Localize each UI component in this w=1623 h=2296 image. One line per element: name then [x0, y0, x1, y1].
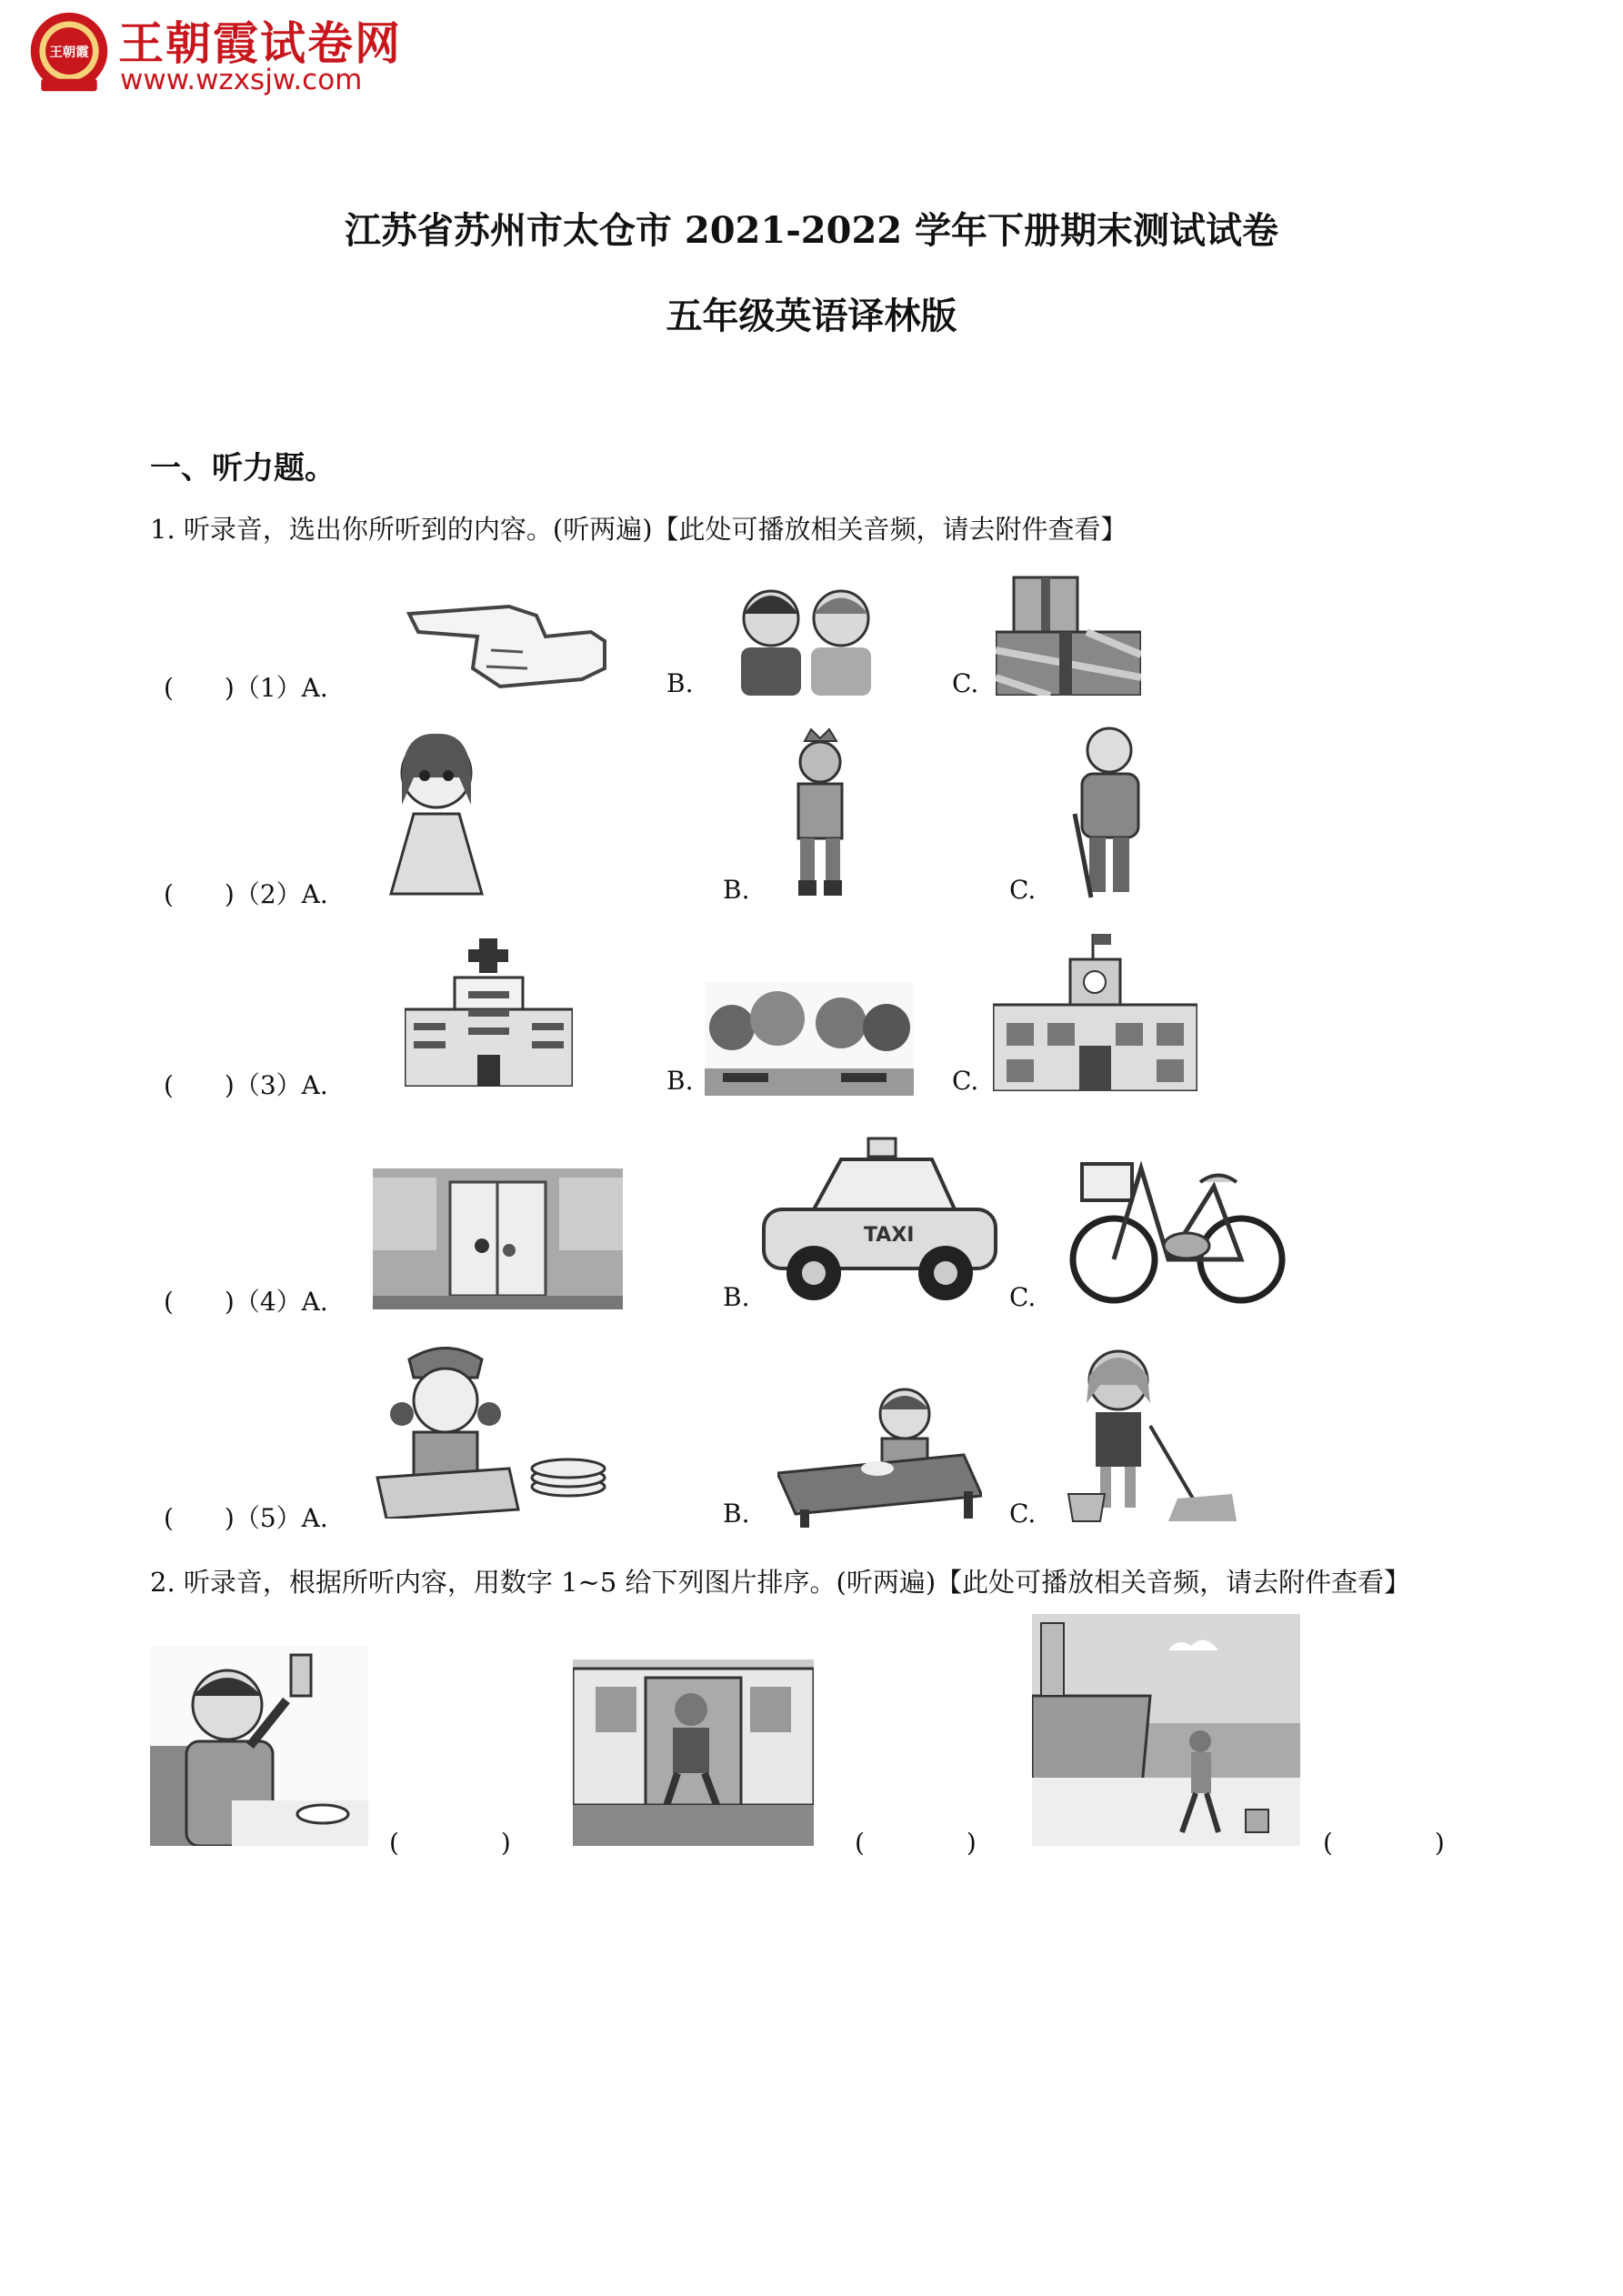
- question-2-text: 2. 听录音，根据所听内容，用数字 1~5 给下列图片排序。(听两遍)【此处可播放相关音频，请去附件查看】: [150, 1567, 1411, 1598]
- q2-answer-blank-3[interactable]: ( ): [1323, 1828, 1445, 1858]
- boy-eating-thumbs-up-icon: [150, 1646, 368, 1846]
- school-icon: [993, 932, 1197, 1091]
- boy-cleaning-table-icon: [777, 1382, 982, 1528]
- princess-icon: [386, 723, 486, 896]
- girl-washing-dishes-icon: [373, 1341, 609, 1519]
- site-logo-title[interactable]: 王朝霞试卷网: [118, 17, 402, 70]
- hospital-icon: [405, 937, 573, 1087]
- elderly-couple-icon: [727, 573, 887, 696]
- q1-row-2-option-c[interactable]: C.: [1009, 875, 1037, 905]
- metro-icon: [373, 1168, 623, 1309]
- exam-title: 江苏省苏州市太仓市 2021-2022 学年下册期末测试试卷: [344, 209, 1279, 252]
- taxi-icon: [759, 1137, 1000, 1309]
- bike-icon: [1068, 1132, 1287, 1305]
- question-1-text: 1. 听录音，选出你所听到的内容。(听两遍)【此处可播放相关音频，请去附件查看】: [150, 514, 1127, 545]
- girl-sweeping-floor-icon: [1050, 1344, 1246, 1526]
- logo-seal-icon: [25, 9, 113, 96]
- q1-row-4-option-c[interactable]: C.: [1009, 1282, 1037, 1312]
- q1-row-4-label[interactable]: ( )（4）A.: [164, 1287, 328, 1317]
- q1-row-3-label[interactable]: ( )（3）A.: [164, 1070, 328, 1100]
- q1-row-5-option-c[interactable]: C.: [1009, 1499, 1037, 1529]
- logo-seal-text: 王朝霞: [49, 45, 89, 60]
- girl-leaving-train-icon: [573, 1659, 814, 1846]
- q1-row-5-label[interactable]: ( )（5）A.: [164, 1503, 328, 1533]
- exam-subtitle: 五年级英语译林版: [666, 295, 957, 337]
- q1-row-3-option-c[interactable]: C.: [952, 1066, 979, 1096]
- q1-row-4-option-b[interactable]: B.: [723, 1282, 750, 1312]
- q2-answer-blank-1[interactable]: ( ): [389, 1828, 511, 1858]
- section-heading: 一、听力题。: [150, 450, 336, 486]
- q1-row-3-option-b[interactable]: B.: [666, 1066, 694, 1096]
- q1-row-1-option-c[interactable]: C.: [952, 668, 979, 698]
- pointing-hand-icon: [400, 596, 609, 696]
- q1-row-2-option-b[interactable]: B.: [723, 875, 750, 905]
- site-url[interactable]: www.wzxsjw.com: [120, 64, 363, 96]
- q1-row-2-label[interactable]: ( )（2）A.: [164, 879, 328, 909]
- q2-answer-blank-2[interactable]: ( ): [855, 1828, 977, 1858]
- svg-text:TAXI: TAXI: [864, 1224, 915, 1247]
- gift-boxes-icon: [996, 568, 1141, 696]
- man-on-beach-with-ship-icon: [1032, 1614, 1300, 1846]
- old-man-with-cane-icon: [1055, 723, 1164, 900]
- q1-row-1-option-b[interactable]: B.: [666, 668, 694, 698]
- q1-row-1-label[interactable]: ( )（1）A.: [164, 673, 328, 703]
- prince-icon: [782, 727, 859, 896]
- q1-row-5-option-b[interactable]: B.: [723, 1499, 750, 1529]
- park-icon: [705, 982, 914, 1096]
